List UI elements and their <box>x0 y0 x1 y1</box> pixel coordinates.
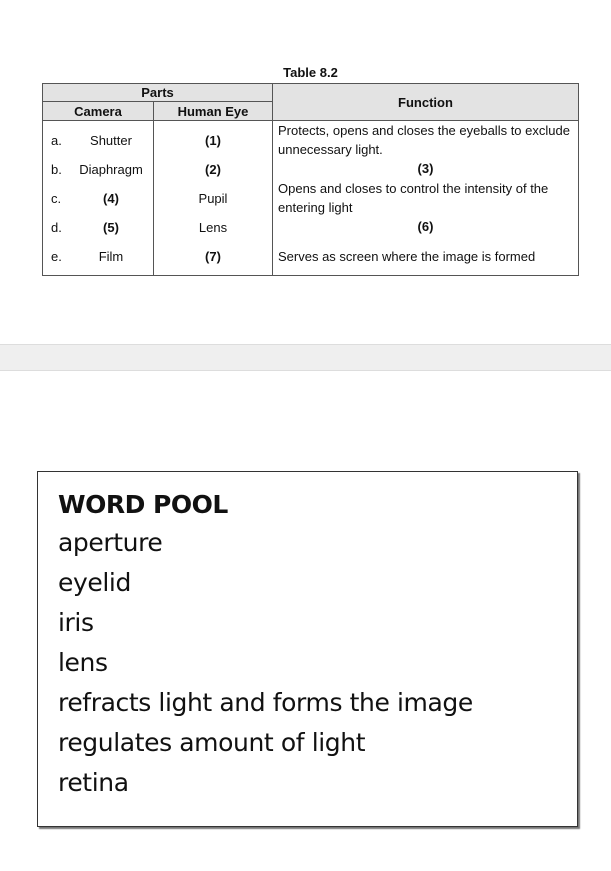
table-row <box>43 121 579 160</box>
header-human-eye: Human Eye <box>154 102 273 121</box>
word-pool-title: WORD POOL <box>58 490 228 519</box>
eye-cell: (1) <box>154 121 273 160</box>
header-camera: Camera <box>43 102 154 121</box>
word-pool-item: lens <box>58 648 108 677</box>
table-row <box>43 179 579 217</box>
function-cell: Protects, opens and closes the eyeballs to exclude unnecessary light. <box>273 121 579 160</box>
word-pool-item: retina <box>58 768 129 797</box>
table-row <box>43 217 579 237</box>
page-divider <box>0 344 611 371</box>
table-row <box>43 159 579 179</box>
row-letter: c. <box>43 179 70 217</box>
eye-cell: (7) <box>154 237 273 276</box>
eye-cell: (2) <box>154 159 273 179</box>
word-pool-item: eyelid <box>58 568 131 597</box>
function-cell: (6) <box>273 217 579 237</box>
camera-eye-table <box>42 83 579 276</box>
camera-cell: (5) <box>69 217 154 237</box>
word-pool-item: regulates amount of light <box>58 728 366 757</box>
row-letter: a. <box>43 121 70 160</box>
table-caption: Table 8.2 <box>283 65 338 80</box>
camera-cell: Shutter <box>69 121 154 160</box>
header-parts: Parts <box>43 84 273 102</box>
table-row <box>43 237 579 276</box>
camera-cell: Film <box>69 237 154 276</box>
word-pool-item: aperture <box>58 528 163 557</box>
word-pool-item: iris <box>58 608 94 637</box>
word-pool-box <box>37 471 578 827</box>
header-function: Function <box>273 84 579 121</box>
row-letter: d. <box>43 217 70 237</box>
row-letter: e. <box>43 237 70 276</box>
function-cell: (3) <box>273 159 579 179</box>
eye-cell: Pupil <box>154 179 273 217</box>
word-pool-item: refracts light and forms the image <box>58 688 473 717</box>
function-cell: Opens and closes to control the intensity of the entering light <box>273 179 579 217</box>
function-cell: Serves as screen where the image is formed <box>273 237 579 276</box>
camera-cell: (4) <box>69 179 154 217</box>
camera-cell: Diaphragm <box>69 159 154 179</box>
row-letter: b. <box>43 159 70 179</box>
eye-cell: Lens <box>154 217 273 237</box>
